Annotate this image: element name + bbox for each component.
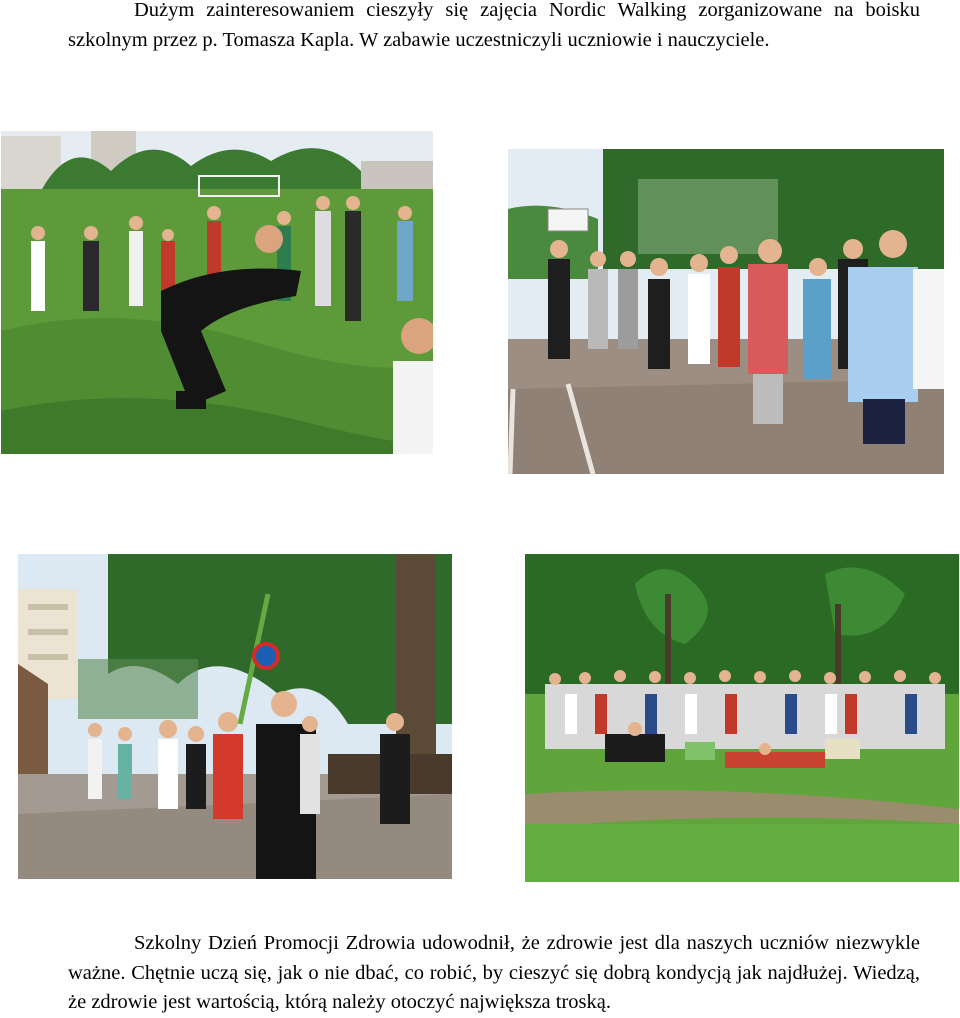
photo-nordic-walking-demo bbox=[1, 131, 433, 454]
summary-paragraph: Szkolny Dzień Promocji Zdrowia udowodnił, że zdrowie jest dla naszych uczniów niezwykle ważne. Chętnie uczą się, jak o nie dbać, co robić, by cieszyć się dobrą kondycją jak najdłużej. Wiedzą, że zdrowie jest wartością, którą należy otoczyć największa troską. bbox=[68, 932, 920, 1013]
intro-paragraph: Dużym zainteresowaniem cieszyły się zajęcia Nordic Walking zorganizowane na boisku szkolnym przez p. Tomasza Kapla. W zabawie uczestniczyli uczniowie i nauczyciele. bbox=[68, 0, 920, 51]
photo-group-on-meadow bbox=[525, 554, 959, 882]
photo-group-on-path bbox=[18, 554, 452, 879]
photo-students-with-poles bbox=[508, 149, 944, 474]
